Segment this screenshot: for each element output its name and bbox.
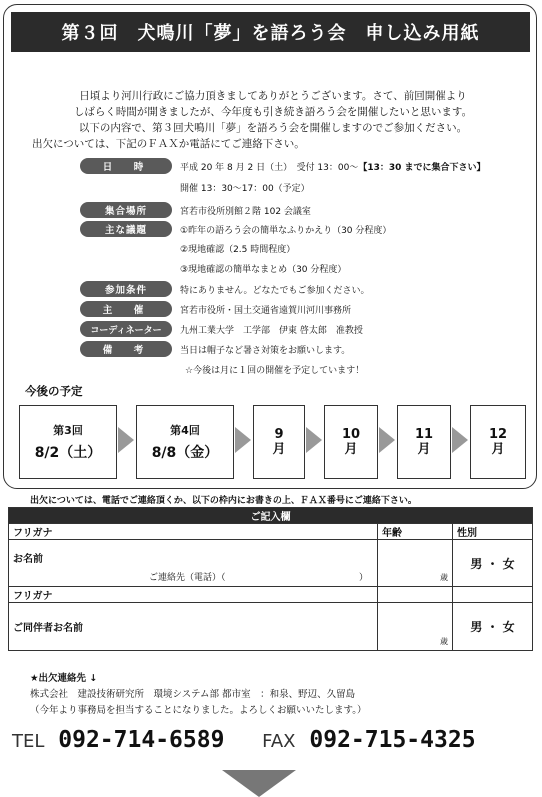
arrow-right-icon [452,427,468,453]
schedule-month-unit: 月 [344,442,358,457]
age-header: 年齢 [378,524,453,540]
schedule-date: 8/8（金） [151,445,219,461]
tel-number[interactable]: 092-714-6589 [58,727,225,753]
label-coordinator: コーディネーター [80,321,172,337]
topic-2: ②現地確認（2.5 時間程度） [180,245,296,255]
furigana-label: フリガナ [9,587,378,603]
coordinator-value: 九州工業大学 工学部 伊東 啓太郎 准教授 [180,325,363,336]
schedule-month: 9 [274,427,284,442]
schedule-session: 第4回 [170,424,200,437]
schedule-item-5 [397,405,451,479]
name-field[interactable] [9,540,378,587]
gender-header: 性別 [453,524,533,540]
row-conditions [80,281,370,297]
schedule-month-unit: 月 [417,442,431,457]
schedule-title: 今後の予定 [25,384,83,398]
schedule-session: 第3回 [53,424,83,437]
gender-cell-empty [453,587,533,603]
label-conditions: 参加条件 [80,281,172,297]
companion-field[interactable]: ご同伴者お名前 [9,603,378,651]
label-date: 日 時 [80,158,172,174]
age-unit: 歳 [440,637,448,646]
row-remarks [80,341,351,357]
host-value: 宮若市役所・国土交通省遠賀川河川事務所 [180,305,352,316]
venue-value: 宮若市役所別館２階 102 会議室 [180,206,311,217]
schedule-month: 12 [488,427,508,442]
remarks-value-2: ☆今後は月に１回の開催を予定しています！ [185,366,365,376]
intro-line: 以下の内容で、第３回犬鳴川「夢」を語ろう会を開催しますのでご参加ください。 [78,122,468,134]
entry-form [8,507,533,651]
companion-gender-select[interactable]: 男 ・ 女 [453,603,533,651]
row-venue [80,202,311,218]
date-value-2: 開催 13：30～17：00（予定） [180,184,310,194]
schedule-item-6 [470,405,526,479]
fax-label: FAX [262,731,296,752]
contact-company: 株式会社 建設技術研究所 環境システム部 都市室 ：和泉、野辺、久留島 [30,689,356,700]
conditions-value: 特にありません。どなたでもご参加ください。 [180,285,370,296]
date-text: 平成 20 年 8 月 2 日（土） 受付 13：00～ [180,162,359,173]
arrow-right-icon [118,427,134,453]
intro-line: しばらく時間が開きましたが、今年度も引き続き語ろう会を開催したいと思います。 [73,106,473,118]
phone-close: ） [359,573,369,583]
label-remarks: 備 考 [80,341,172,357]
page-title: 第３回 犬鳴川「夢」を語ろう会 申し込み用紙 [11,12,530,52]
row-coordinator [80,321,363,337]
fax-number[interactable]: 092-715-4325 [309,727,476,753]
age-unit: 歳 [440,573,448,582]
schedule-month-unit: 月 [272,442,286,457]
gender-select[interactable]: 男 ・ 女 [453,540,533,587]
label-topics: 主な議題 [80,221,172,237]
schedule-month: 10 [341,427,361,442]
furigana-label: フリガナ [9,524,378,540]
schedule-month-unit: 月 [491,442,505,457]
contact-note: （今年より事務局を担当することになりました。よろしくお願いいたします。） [30,705,367,716]
remarks-value: 当日は帽子など暑さ対策をお願いします。 [180,345,351,356]
tel-label: TEL [12,731,45,752]
row-date [80,158,486,174]
age-cell-empty [378,587,453,603]
arrow-right-icon [379,427,395,453]
arrow-right-icon [306,427,322,453]
intro-line: 日頃より河川行政にご協力頂きましてありがとうございます。さて、前回開催より [79,90,467,102]
phone-fax-numbers [12,727,532,753]
phone-label: ご連絡先（電話）（ [149,573,226,583]
name-label: お名前 [13,554,43,565]
schedule-date: 8/2（土） [34,445,102,461]
schedule-item-2 [136,405,234,479]
topic-3: ③現地確認の簡単なまとめ（30 分程度） [180,265,347,275]
label-host: 主 催 [80,301,172,317]
schedule-month: 11 [414,427,434,442]
companion-age-field[interactable] [378,603,453,651]
date-value [180,160,486,173]
topic-1: ①昨年の語ろう会の簡単なふりかえり（30 分程度） [180,225,392,236]
date-emphasis: 【13：30 までに集合下さい】 [358,162,486,173]
label-venue: 集合場所 [80,202,172,218]
row-host [80,301,352,317]
form-header: ご記入欄 [9,508,533,524]
arrow-down-icon [222,770,296,797]
schedule-item-1 [19,405,117,479]
age-field[interactable] [378,540,453,587]
fax-note: 出欠については、電話でご連絡頂くか、以下の枠内にお書きの上、ＦＡＸ番号にご連絡下さい。 [30,496,417,506]
intro-line: 出欠については、下記のＦＡＸか電話にてご連絡下さい。 [32,138,305,150]
contact-label: ★出欠連絡先 ↓ [30,673,98,684]
arrow-right-icon [235,427,251,453]
row-topics [80,221,392,237]
intro-text [18,88,528,152]
schedule-item-4 [324,405,378,479]
schedule-item-3 [253,405,305,479]
